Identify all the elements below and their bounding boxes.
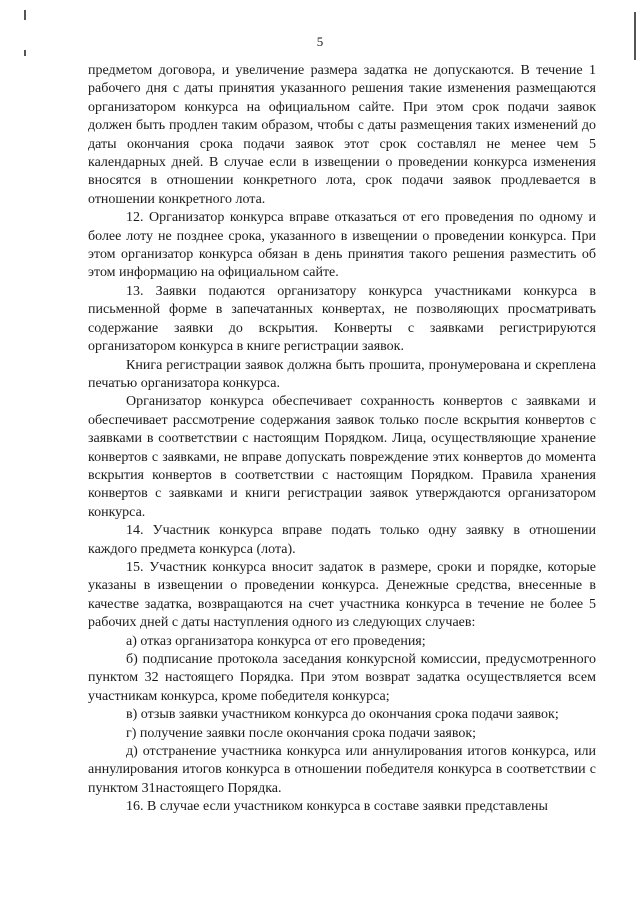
list-item-b: б) подписание протокола заседания конкурсной комиссии, предусмотренного пунктом 32 настоящего Порядка. При этом возврат задатка осуществляется всем участникам конкурса, кроме победителя конкурса; (88, 652, 596, 704)
list-item-d: д) отстранение участника конкурса или аннулирования итогов конкурса, или аннулирования итогов конкурса в отношении победителя конкурса в соответствии с пунктом 31настоящего Порядка. (88, 744, 596, 796)
paragraph-15: 15. Участник конкурса вносит задаток в размере, сроки и порядке, которые указаны в извещении о проведении конкурса. Денежные средства, внесенные в качестве задатка, возвращаются на счет участника конкурса в течение не более 5 рабочих дней с даты наступления одного из следующих случаев: (88, 559, 596, 631)
paragraph-continuation: предметом договора, и увеличение размера задатка не допускаются. В течение 1 рабочего дня с даты принятия указанного решения такие изменения размещаются организатором конкурса на официальном сайте. При этом срок подачи заявок должен быть продлен таким образом, чтобы с даты размещения таких изменений до даты окончания срока подачи заявок этот срок составлял не менее чем 5 календарных дней. В случае если в извещении о проведении конкурса изменения вносятся в отношении конкретного лота, срок подачи заявок продлевается в отношении конкретного лота. (88, 63, 596, 207)
list-item-g: г) получение заявки после окончания срока подачи заявок; (126, 725, 477, 741)
list-item-v: в) отзыв заявки участником конкурса до окончания срока подачи заявок; (126, 707, 559, 723)
paragraph-12: 12. Организатор конкурса вправе отказаться от его проведения по одному и более лоту не позднее срока, указанного в извещении о проведении конкурса. При этом организатор конкурса обязан в день принятия такого решения разместить об этом информацию на официальном сайте. (88, 210, 596, 281)
paragraph-13: 13. Заявки подаются организатору конкурса участниками конкурса в письменной форме в запечатанных конвертах, не позволяющих просматривать содержание заявки до вскрытия. Конверты с заявками регистрируются организатором конкурса в книге регистрации заявок. (88, 283, 596, 355)
document-body (88, 62, 596, 817)
paragraph-envelope-storage: Организатор конкурса обеспечивает сохранность конвертов с заявками и обеспечивает рассмотрение содержания заявок только после вскрытия конвертов с заявками в соответствии с настоящим Порядком. Лица, осуществляющие хранение конвертов с заявками, не вправе допускать повреждение этих конвертов до момента вскрытия конвертов в соответствии с настоящим Порядком. Правила хранения конвертов с заявками и книги регистрации заявок утверждаются организатором конкурса. (88, 394, 596, 520)
page-number: 5 (316, 34, 324, 49)
paragraph-14: 14. Участник конкурса вправе подать только одну заявку в отношении каждого предмета конкурса (лота). (88, 523, 596, 557)
scan-mark-left (24, 50, 26, 56)
paragraph-16: 16. В случае если участником конкурса в составе заявки представлены (126, 799, 548, 815)
paragraph-registration-book: Книга регистрации заявок должна быть прошита, пронумерована и скреплена печатью организатора конкурса. (88, 357, 596, 391)
list-item-a: а) отказ организатора конкурса от его проведения; (126, 633, 426, 649)
scan-mark-top-left (24, 10, 26, 20)
